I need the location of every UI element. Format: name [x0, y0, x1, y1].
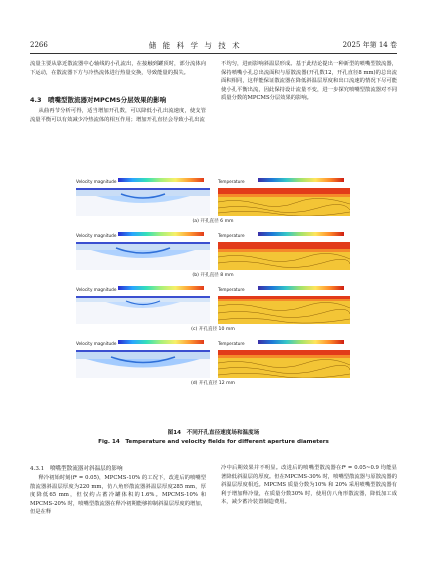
top-right-column	[221, 60, 397, 103]
panel-caption-c: (c) 开孔直径 10 mm	[191, 327, 235, 332]
subsection-right-column	[221, 464, 397, 507]
header-rule	[30, 53, 397, 54]
velocity-label: Velocity magnitude	[76, 179, 117, 184]
velocity-colorbar	[118, 340, 204, 344]
temperature-field-c	[218, 296, 350, 324]
panel-caption-b: (b) 开孔直径 8 mm	[192, 273, 234, 278]
temperature-colorbar	[258, 286, 344, 290]
panel-caption-d: (d) 开孔直径 12 mm	[190, 381, 236, 386]
temperature-colorbar	[258, 340, 344, 344]
velocity-field-a	[76, 188, 210, 216]
temperature-colorbar	[258, 232, 344, 236]
velocity-colorbar	[118, 178, 204, 182]
section-column	[30, 107, 206, 124]
issue-info: 2025 年第 14 卷	[342, 41, 397, 49]
velocity-label: Velocity magnitude	[76, 341, 117, 346]
figure-caption-cn: 图14 不同开孔直径速度场和温度场	[167, 430, 260, 436]
panel-c	[72, 284, 354, 324]
temperature-label: Temperature	[218, 179, 245, 184]
velocity-colorbar	[118, 232, 204, 236]
running-header	[30, 40, 397, 50]
panel-a	[72, 176, 354, 216]
velocity-field-d	[76, 350, 210, 378]
subsection-heading: 4.3.1 喷嘴型散流器对斜温层的影响	[30, 466, 123, 472]
page-number: 2266	[30, 41, 48, 49]
top-right-paragraph: 不均匀，进而影响斜温层形成。基于此结论提出一种新型的喷嘴型散流器，保持喷嘴小孔总出流面积与原散流器(开孔数12，开孔直径8 mm)的总出流面积相同，这样能保证散流器在降低斜温层厚度和出口流速的情况下尽可能使小孔平衡出流，因此保持设计流量不变，进一步探究喷嘴型散流器对不同质量分数的MPCMS分层效果的影响。	[221, 61, 397, 102]
temperature-colorbar	[258, 178, 344, 182]
velocity-field-c	[76, 296, 210, 324]
temperature-label: Temperature	[218, 233, 245, 238]
subsection-left-column	[30, 474, 206, 517]
subsection-left-paragraph: 释冷初始时刻(f* = 0.05)，MPCMS-10% 的工况下，改进后的喷嘴型散流器斜温层厚度为220 mm，仿八角形散流器斜温层厚度285 mm，厚度降低65 mm，但仅约占蓄冷罐体积的1.6%。MPCMS-10% 和 MPCMS-20% 时，喷嘴型散流器在释冷初期能够抑制斜温层厚度的增加，但是在释	[30, 475, 206, 516]
panel-b	[72, 230, 354, 270]
temperature-field-a	[218, 188, 350, 216]
top-left-column	[30, 60, 206, 77]
figure-14	[72, 176, 354, 426]
panel-caption-a: (a) 开孔直径 6 mm	[192, 219, 234, 224]
top-left-paragraph: 流量主要从靠近散流器中心轴线的小孔流出，在接触到罐顶时，部分流体向下运动，在散流器下方与冷热流体进行热量交换，导致能量的损失。	[30, 61, 206, 76]
velocity-colorbar	[118, 286, 204, 290]
figure-caption-en: Fig. 14 Temperature and velocity fields for different aperture diameters	[98, 439, 329, 445]
velocity-field-b	[76, 242, 210, 270]
journal-title: 储 能 科 学 与 技 术	[148, 40, 242, 50]
panel-d	[72, 338, 354, 378]
subsection-right-paragraph: 冷中后期效果并不明显。改进后的喷嘴型散流器在f* = 0.05~0.9 均能显著降低斜温层的厚度。但在MPCMS-30% 时，喷嘴型散流器与原散流器的斜温层厚度相近。MPCMS 质量分数为10% 和 20% 采用喷嘴型散流器有利于增加释冷量，在质量分数30% 时，使用仿八角形散流器，降低加工成本，减少蓄冷装置制造费用。	[221, 465, 397, 506]
temperature-field-d	[218, 350, 350, 378]
section-paragraph: 从曲再节分析可得，适当增加开孔数，可以降低小孔出流速度，使支管流量平衡可以有效减少冷热流体的相互作用；增加开孔直径会导致小孔出流	[30, 108, 206, 123]
temperature-label: Temperature	[218, 341, 245, 346]
section-heading: 4.3 喷嘴型散流器对MPCMS分层效果的影响	[30, 96, 167, 104]
velocity-label: Velocity magnitude	[76, 233, 117, 238]
temperature-label: Temperature	[218, 287, 245, 292]
temperature-field-b	[218, 242, 350, 270]
velocity-label: Velocity magnitude	[76, 287, 117, 292]
